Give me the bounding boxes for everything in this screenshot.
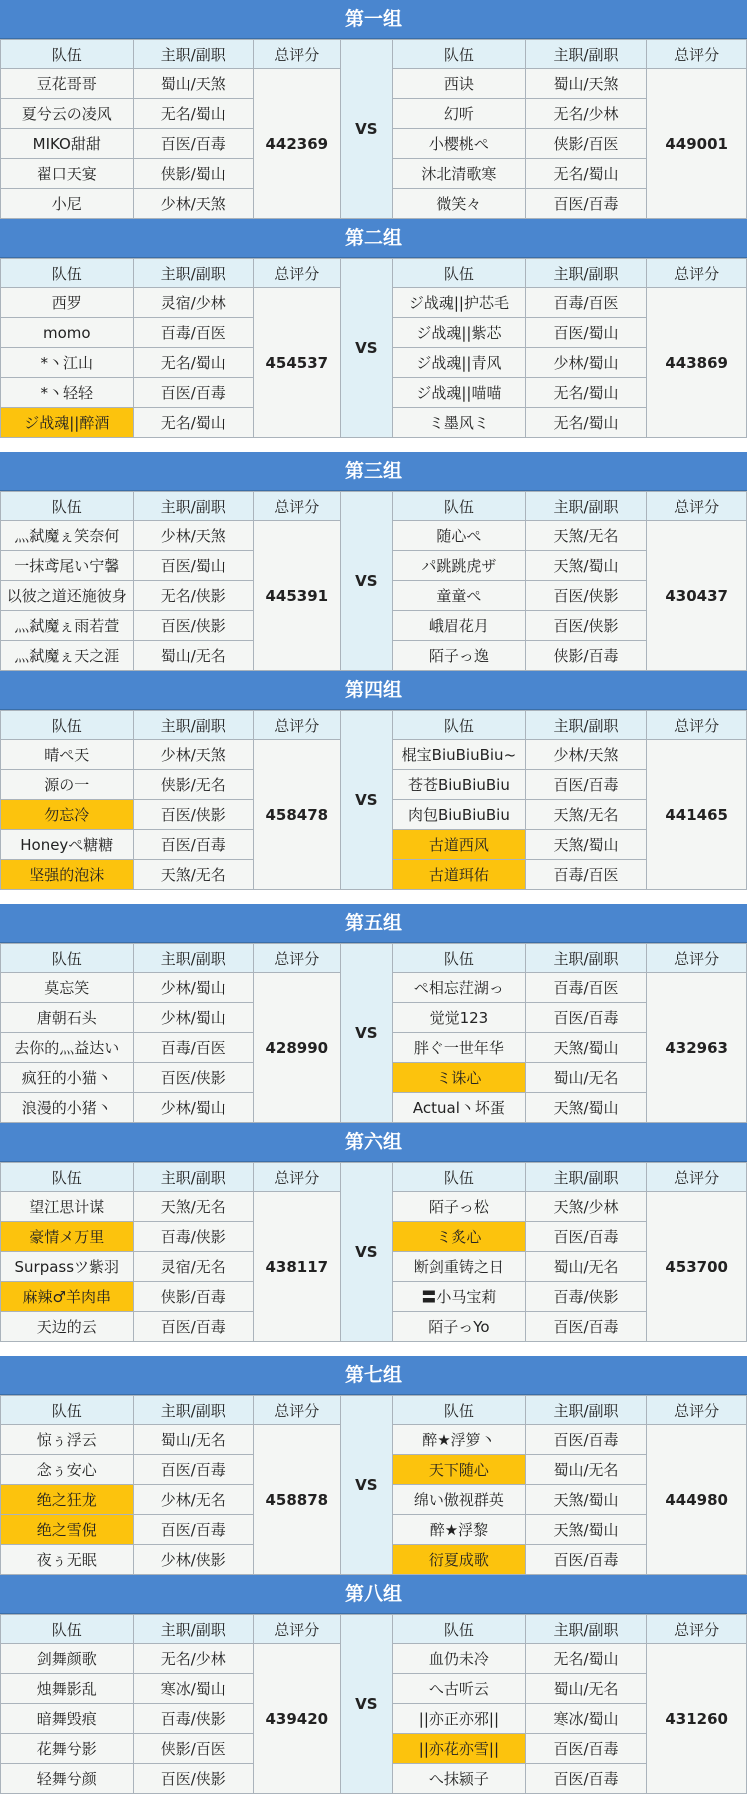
- group-title: 第五组: [0, 904, 747, 943]
- left-team-name: 晴ぺ天: [1, 740, 134, 770]
- right-team-job: 天煞/蜀山: [525, 1485, 647, 1515]
- right-team-name: パ跳跳虎ザ: [393, 551, 526, 581]
- match-table: [0, 39, 747, 219]
- right-team-job: 蜀山/无名: [525, 1674, 647, 1704]
- left-team-job: 无名/侠影: [133, 581, 253, 611]
- header-job: 主职/副职: [525, 711, 647, 740]
- header-job: 主职/副职: [525, 944, 647, 973]
- group-title: 第八组: [0, 1575, 747, 1614]
- group-title: 第三组: [0, 452, 747, 491]
- right-team-name: ミ诛心: [393, 1063, 526, 1093]
- right-team-job: 无名/少林: [525, 99, 647, 129]
- left-team-name: 浪漫的小猪丶: [1, 1093, 134, 1123]
- header-row: [1, 1163, 747, 1192]
- header-score: 总评分: [647, 1615, 747, 1644]
- group-spacer: [0, 890, 747, 904]
- header-score: 总评分: [254, 492, 341, 521]
- right-team-name: 童童ぺ: [393, 581, 526, 611]
- vs-label: VS: [340, 944, 393, 1123]
- left-team-name: 一抹鸢尾い宁馨: [1, 551, 134, 581]
- right-team-name: 陌子っYo: [393, 1312, 526, 1342]
- right-team-name: ||亦正亦邪||: [393, 1704, 526, 1734]
- right-team-name: ミ炙心: [393, 1222, 526, 1252]
- left-total-score: 439420: [254, 1644, 341, 1794]
- left-team-job: 少林/蜀山: [133, 1003, 253, 1033]
- vs-label: VS: [340, 1163, 393, 1342]
- right-team-job: 百毒/侠影: [525, 1282, 647, 1312]
- right-team-job: 蜀山/无名: [525, 1063, 647, 1093]
- header-team: 队伍: [393, 1163, 526, 1192]
- left-team-name: 以彼之道还施彼身: [1, 581, 134, 611]
- right-team-job: 天煞/无名: [525, 800, 647, 830]
- left-team-name: Honeyぺ糖糖: [1, 830, 134, 860]
- right-team-job: 天煞/蜀山: [525, 830, 647, 860]
- left-team-job: 少林/侠影: [133, 1545, 253, 1575]
- right-team-job: 蜀山/无名: [525, 1252, 647, 1282]
- right-team-job: 少林/天煞: [525, 740, 647, 770]
- right-team-job: 天煞/无名: [525, 521, 647, 551]
- right-team-name: 棍宝BiuBiuBiu~: [393, 740, 526, 770]
- header-job: 主职/副职: [133, 944, 253, 973]
- right-total-score: 432963: [647, 973, 747, 1123]
- left-team-job: 侠影/百毒: [133, 1282, 253, 1312]
- right-team-job: 蜀山/无名: [525, 1455, 647, 1485]
- right-team-job: 百医/百毒: [525, 189, 647, 219]
- left-total-score: 445391: [254, 521, 341, 671]
- left-team-job: 无名/蜀山: [133, 99, 253, 129]
- header-score: 总评分: [647, 1163, 747, 1192]
- left-team-job: 百医/侠影: [133, 1764, 253, 1794]
- match-table: [0, 1395, 747, 1575]
- left-total-score: 438117: [254, 1192, 341, 1342]
- left-team-name: 剑舞颜歌: [1, 1644, 134, 1674]
- left-team-job: 百医/侠影: [133, 611, 253, 641]
- right-team-name: 肉包BiuBiuBiu: [393, 800, 526, 830]
- group-title: 第四组: [0, 671, 747, 710]
- header-team: 队伍: [1, 1615, 134, 1644]
- left-team-job: 天煞/无名: [133, 860, 253, 890]
- header-job: 主职/副职: [525, 1615, 647, 1644]
- group-title: 第七组: [0, 1356, 747, 1395]
- left-team-name: 坚强的泡沫: [1, 860, 134, 890]
- left-team-job: 天煞/无名: [133, 1192, 253, 1222]
- right-team-job: 百医/百毒: [525, 1545, 647, 1575]
- right-team-name: 醉★浮箩丶: [393, 1425, 526, 1455]
- left-team-job: 百医/百毒: [133, 129, 253, 159]
- right-team-job: 天煞/蜀山: [525, 551, 647, 581]
- left-team-name: 灬弑魔ぇ天之涯: [1, 641, 134, 671]
- right-team-name: ジ战魂||喵喵: [393, 378, 526, 408]
- right-team-job: 无名/蜀山: [525, 1644, 647, 1674]
- right-total-score: 449001: [647, 69, 747, 219]
- right-team-name: 古道西风: [393, 830, 526, 860]
- left-team-name: 灬弑魔ぇ笑奈何: [1, 521, 134, 551]
- header-score: 总评分: [647, 259, 747, 288]
- right-team-name: ジ战魂||青风: [393, 348, 526, 378]
- left-team-name: 轻舞兮颜: [1, 1764, 134, 1794]
- right-total-score: 443869: [647, 288, 747, 438]
- left-team-name: 烛舞影乱: [1, 1674, 134, 1704]
- right-team-name: ぺ相忘茳湖っ: [393, 973, 526, 1003]
- header-score: 总评分: [647, 1396, 747, 1425]
- right-team-job: 百医/百毒: [525, 1222, 647, 1252]
- left-team-name: 疯狂的小猫丶: [1, 1063, 134, 1093]
- right-team-job: 无名/蜀山: [525, 378, 647, 408]
- left-team-job: 百毒/侠影: [133, 1222, 253, 1252]
- right-team-job: 天煞/少林: [525, 1192, 647, 1222]
- header-row: [1, 492, 747, 521]
- left-team-job: 少林/蜀山: [133, 1093, 253, 1123]
- match-group: [0, 1356, 747, 1575]
- right-team-job: 百毒/百医: [525, 288, 647, 318]
- left-total-score: 428990: [254, 973, 341, 1123]
- left-team-job: 少林/天煞: [133, 521, 253, 551]
- left-team-job: 蜀山/无名: [133, 641, 253, 671]
- group-spacer: [0, 1342, 747, 1356]
- right-team-job: 百医/蜀山: [525, 318, 647, 348]
- vs-label: VS: [340, 259, 393, 438]
- header-job: 主职/副职: [133, 711, 253, 740]
- header-team: 队伍: [393, 1396, 526, 1425]
- header-team: 队伍: [1, 1163, 134, 1192]
- left-team-job: 侠影/无名: [133, 770, 253, 800]
- right-team-job: 百医/侠影: [525, 611, 647, 641]
- left-team-job: 蜀山/天煞: [133, 69, 253, 99]
- right-team-job: 百医/侠影: [525, 581, 647, 611]
- left-team-job: 侠影/蜀山: [133, 159, 253, 189]
- header-team: 队伍: [393, 492, 526, 521]
- right-team-name: 峨眉花月: [393, 611, 526, 641]
- left-team-job: 少林/天煞: [133, 189, 253, 219]
- vs-label: VS: [340, 40, 393, 219]
- vs-label: VS: [340, 711, 393, 890]
- right-team-job: 天煞/蜀山: [525, 1515, 647, 1545]
- header-score: 总评分: [254, 711, 341, 740]
- right-team-name: 沐北清歌寒: [393, 159, 526, 189]
- right-total-score: 441465: [647, 740, 747, 890]
- right-team-job: 百医/百毒: [525, 770, 647, 800]
- match-group: [0, 219, 747, 438]
- group-title: 第一组: [0, 0, 747, 39]
- match-group: [0, 904, 747, 1123]
- right-team-job: 百医/百毒: [525, 1003, 647, 1033]
- header-team: 队伍: [393, 259, 526, 288]
- left-total-score: 454537: [254, 288, 341, 438]
- header-score: 总评分: [647, 944, 747, 973]
- right-team-job: 蜀山/天煞: [525, 69, 647, 99]
- right-team-name: 衍夏成歌: [393, 1545, 526, 1575]
- left-team-job: 无名/蜀山: [133, 348, 253, 378]
- match-table: [0, 710, 747, 890]
- vs-label: VS: [340, 492, 393, 671]
- header-row: [1, 259, 747, 288]
- left-team-job: 寒冰/蜀山: [133, 1674, 253, 1704]
- left-team-job: 百医/百毒: [133, 1515, 253, 1545]
- header-row: [1, 944, 747, 973]
- right-team-name: 陌子っ松: [393, 1192, 526, 1222]
- right-team-job: 无名/蜀山: [525, 408, 647, 438]
- header-score: 总评分: [254, 1396, 341, 1425]
- right-team-name: 幻听: [393, 99, 526, 129]
- header-job: 主职/副职: [133, 492, 253, 521]
- left-team-job: 百医/侠影: [133, 800, 253, 830]
- left-team-job: 百医/百毒: [133, 830, 253, 860]
- header-score: 总评分: [254, 944, 341, 973]
- left-team-name: MIKO甜甜: [1, 129, 134, 159]
- match-table: [0, 491, 747, 671]
- header-row: [1, 1396, 747, 1425]
- left-team-name: 小尼: [1, 189, 134, 219]
- left-team-job: 灵宿/少林: [133, 288, 253, 318]
- header-team: 队伍: [1, 40, 134, 69]
- left-team-job: 侠影/百医: [133, 1734, 253, 1764]
- group-title: 第六组: [0, 1123, 747, 1162]
- left-team-name: 去你的灬益达い: [1, 1033, 134, 1063]
- right-team-name: 血仍未冷: [393, 1644, 526, 1674]
- left-total-score: 442369: [254, 69, 341, 219]
- vs-label: VS: [340, 1615, 393, 1794]
- right-team-job: 百医/百毒: [525, 1764, 647, 1794]
- left-team-job: 百医/百毒: [133, 378, 253, 408]
- left-team-name: Surpassツ紫羽: [1, 1252, 134, 1282]
- header-score: 总评分: [254, 1615, 341, 1644]
- left-team-name: 唐朝石头: [1, 1003, 134, 1033]
- match-group: [0, 0, 747, 219]
- right-team-job: 百医/百毒: [525, 1425, 647, 1455]
- left-team-name: 源の一: [1, 770, 134, 800]
- match-table: [0, 943, 747, 1123]
- right-team-name: 〓小马宝莉: [393, 1282, 526, 1312]
- header-team: 队伍: [1, 259, 134, 288]
- right-team-name: 断剑重铸之日: [393, 1252, 526, 1282]
- right-team-name: 西诀: [393, 69, 526, 99]
- right-team-job: 百医/百毒: [525, 1312, 647, 1342]
- right-team-name: 胖ぐ一世年华: [393, 1033, 526, 1063]
- right-team-job: 百毒/百医: [525, 973, 647, 1003]
- left-team-job: 少林/无名: [133, 1485, 253, 1515]
- right-team-job: 侠影/百毒: [525, 641, 647, 671]
- left-team-name: 豆花哥哥: [1, 69, 134, 99]
- match-group: [0, 671, 747, 890]
- header-team: 队伍: [1, 1396, 134, 1425]
- right-team-name: 微笑々: [393, 189, 526, 219]
- right-total-score: 430437: [647, 521, 747, 671]
- header-score: 总评分: [647, 711, 747, 740]
- left-team-name: 勿忘冷: [1, 800, 134, 830]
- left-team-job: 蜀山/无名: [133, 1425, 253, 1455]
- right-team-name: 古道珥佑: [393, 860, 526, 890]
- left-team-name: momo: [1, 318, 134, 348]
- right-team-job: 天煞/蜀山: [525, 1093, 647, 1123]
- header-team: 队伍: [393, 40, 526, 69]
- header-job: 主职/副职: [525, 259, 647, 288]
- right-team-job: 百医/百毒: [525, 1734, 647, 1764]
- left-team-job: 百毒/侠影: [133, 1704, 253, 1734]
- header-job: 主职/副职: [525, 1163, 647, 1192]
- group-spacer: [0, 438, 747, 452]
- match-table: [0, 1162, 747, 1342]
- left-team-job: 少林/天煞: [133, 740, 253, 770]
- left-total-score: 458878: [254, 1425, 341, 1575]
- match-group: [0, 452, 747, 671]
- right-team-name: ||亦花亦雪||: [393, 1734, 526, 1764]
- right-team-name: Actual丶坏蛋: [393, 1093, 526, 1123]
- header-job: 主职/副职: [133, 1163, 253, 1192]
- match-group: [0, 1575, 747, 1794]
- right-team-name: 醉★浮黎: [393, 1515, 526, 1545]
- right-team-job: 侠影/百医: [525, 129, 647, 159]
- left-team-job: 无名/蜀山: [133, 408, 253, 438]
- left-total-score: 458478: [254, 740, 341, 890]
- left-team-name: 西罗: [1, 288, 134, 318]
- right-team-name: 天下随心: [393, 1455, 526, 1485]
- right-team-name: 随心ぺ: [393, 521, 526, 551]
- header-job: 主职/副职: [525, 40, 647, 69]
- left-team-job: 百毒/百医: [133, 1033, 253, 1063]
- header-score: 总评分: [254, 259, 341, 288]
- right-team-name: へ古听云: [393, 1674, 526, 1704]
- header-team: 队伍: [1, 492, 134, 521]
- header-job: 主职/副职: [133, 1615, 253, 1644]
- left-team-job: 百医/蜀山: [133, 551, 253, 581]
- header-row: [1, 1615, 747, 1644]
- right-team-job: 百毒/百医: [525, 860, 647, 890]
- left-team-name: 暗舞毁痕: [1, 1704, 134, 1734]
- right-total-score: 444980: [647, 1425, 747, 1575]
- left-team-name: 豪情メ万里: [1, 1222, 134, 1252]
- header-row: [1, 711, 747, 740]
- header-team: 队伍: [393, 944, 526, 973]
- right-team-job: 无名/蜀山: [525, 159, 647, 189]
- left-team-name: 莫忘笑: [1, 973, 134, 1003]
- left-team-name: 天边的云: [1, 1312, 134, 1342]
- left-team-job: 少林/蜀山: [133, 973, 253, 1003]
- header-team: 队伍: [393, 711, 526, 740]
- right-total-score: 453700: [647, 1192, 747, 1342]
- right-team-name: 觉觉123: [393, 1003, 526, 1033]
- left-team-job: 灵宿/无名: [133, 1252, 253, 1282]
- right-team-name: へ抹颍子: [393, 1764, 526, 1794]
- left-team-name: 花舞兮影: [1, 1734, 134, 1764]
- right-team-name: ジ战魂||护芯毛: [393, 288, 526, 318]
- header-score: 总评分: [647, 40, 747, 69]
- left-team-name: 夜ぅ无眠: [1, 1545, 134, 1575]
- header-team: 队伍: [1, 944, 134, 973]
- header-job: 主职/副职: [525, 492, 647, 521]
- right-team-name: 小樱桃ぺ: [393, 129, 526, 159]
- left-team-job: 百医/侠影: [133, 1063, 253, 1093]
- left-team-name: 望江思计谋: [1, 1192, 134, 1222]
- header-job: 主职/副职: [525, 1396, 647, 1425]
- right-team-name: ミ墨风ミ: [393, 408, 526, 438]
- header-job: 主职/副职: [133, 1396, 253, 1425]
- header-row: [1, 40, 747, 69]
- right-total-score: 431260: [647, 1644, 747, 1794]
- left-team-name: ジ战魂||醉酒: [1, 408, 134, 438]
- right-team-job: 少林/蜀山: [525, 348, 647, 378]
- left-team-name: *丶轻轻: [1, 378, 134, 408]
- header-score: 总评分: [254, 40, 341, 69]
- left-team-name: *丶江山: [1, 348, 134, 378]
- left-team-name: 惊ぅ浮云: [1, 1425, 134, 1455]
- right-team-name: 苍苍BiuBiuBiu: [393, 770, 526, 800]
- header-team: 队伍: [1, 711, 134, 740]
- match-group: [0, 1123, 747, 1342]
- left-team-name: 夏兮云の凌风: [1, 99, 134, 129]
- left-team-name: 念ぅ安心: [1, 1455, 134, 1485]
- header-score: 总评分: [254, 1163, 341, 1192]
- header-team: 队伍: [393, 1615, 526, 1644]
- left-team-name: 麻辣♂羊肉串: [1, 1282, 134, 1312]
- right-team-name: 绵い傲视群英: [393, 1485, 526, 1515]
- left-team-job: 百医/百毒: [133, 1455, 253, 1485]
- left-team-job: 百医/百毒: [133, 1312, 253, 1342]
- right-team-name: 陌子っ逸: [393, 641, 526, 671]
- left-team-job: 无名/少林: [133, 1644, 253, 1674]
- left-team-name: 翟口天宴: [1, 159, 134, 189]
- match-table: [0, 258, 747, 438]
- left-team-name: 绝之狂龙: [1, 1485, 134, 1515]
- left-team-name: 绝之雪倪: [1, 1515, 134, 1545]
- group-title: 第二组: [0, 219, 747, 258]
- left-team-name: 灬弑魔ぇ雨若萱: [1, 611, 134, 641]
- left-team-job: 百毒/百医: [133, 318, 253, 348]
- header-job: 主职/副职: [133, 259, 253, 288]
- header-score: 总评分: [647, 492, 747, 521]
- right-team-job: 寒冰/蜀山: [525, 1704, 647, 1734]
- right-team-name: ジ战魂||紫芯: [393, 318, 526, 348]
- header-job: 主职/副职: [133, 40, 253, 69]
- match-table: [0, 1614, 747, 1794]
- vs-label: VS: [340, 1396, 393, 1575]
- right-team-job: 天煞/蜀山: [525, 1033, 647, 1063]
